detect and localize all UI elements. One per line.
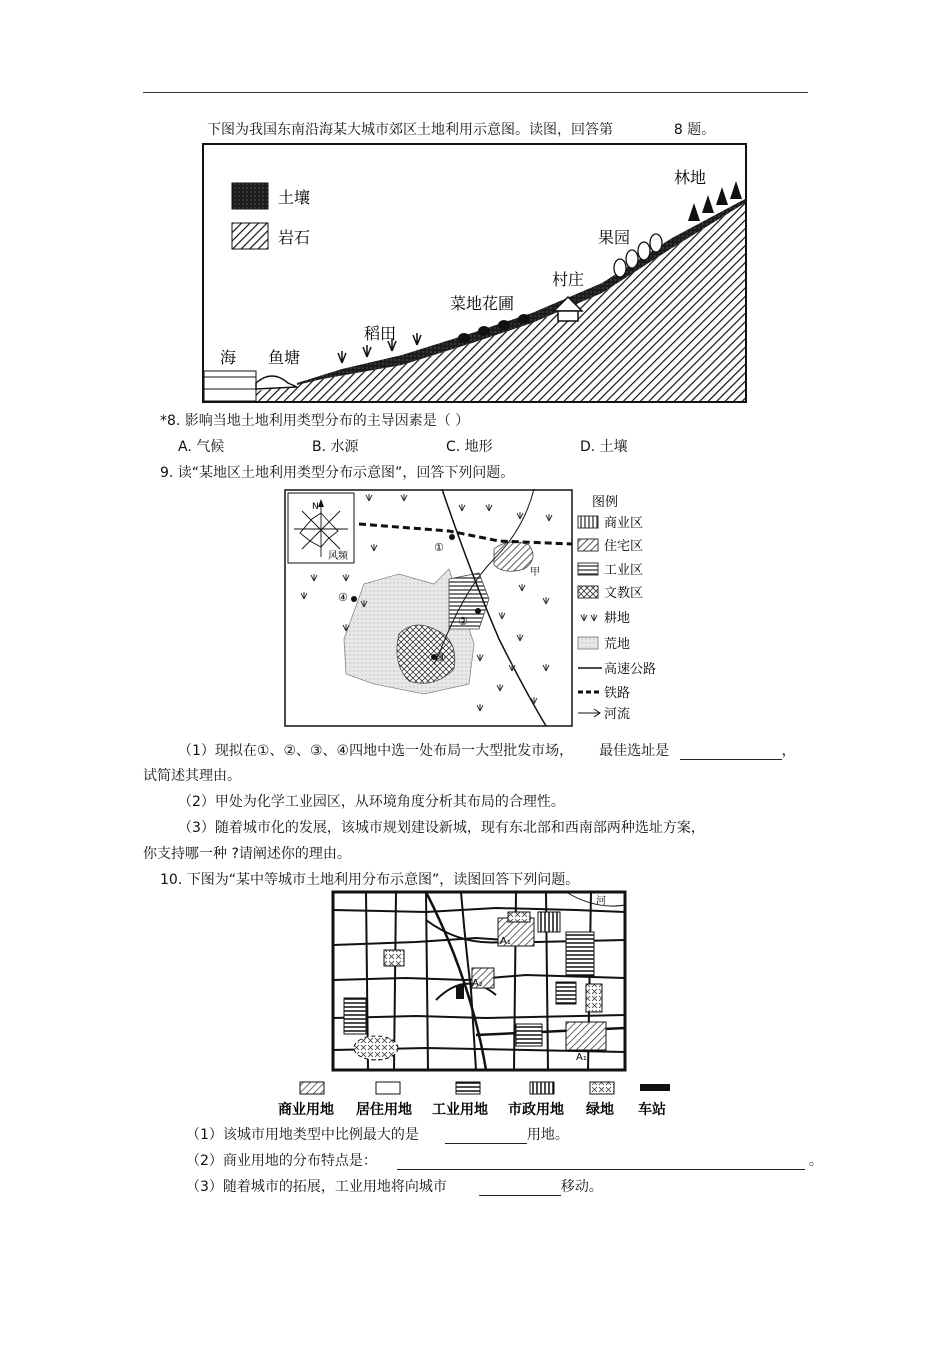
q10-sub3-answer-blank[interactable] (479, 1181, 561, 1196)
q9-sub1-comma: ， (781, 743, 796, 759)
q8-intro-text: 下图为我国东南沿海某大城市郊区土地利用示意图。读图，回答第 (207, 122, 613, 138)
industrial-block-south (516, 1024, 542, 1046)
label-fishpond: 鱼塘 (268, 348, 301, 367)
label-a1-top: A₁ (500, 936, 511, 947)
label-paddy: 稻田 (364, 324, 397, 343)
legend-commercial-swatch (300, 1082, 324, 1094)
legend-wasteland-label: 荒地 (604, 637, 631, 652)
legend-municipal-label: 市政用地 (508, 1102, 564, 1118)
legend-industrial-swatch (456, 1082, 480, 1094)
label-sea: 海 (220, 348, 237, 367)
q9-sub1-prompt: 最佳选址是 (599, 743, 670, 759)
q9-sub1-answer-blank[interactable] (680, 745, 782, 760)
legend-highway-label: 高速公路 (604, 662, 657, 677)
q9-sub1 (178, 742, 796, 760)
site-1-dot (449, 534, 455, 540)
q9-sub3-line2: 你支持哪一种 ?请阐述你的理由。 (143, 846, 351, 862)
green-block-north (508, 912, 530, 922)
commercial-block-a1-south (566, 1022, 606, 1050)
legend-commercial-swatch (578, 516, 598, 528)
q8-option-a: A. 气候 (178, 439, 225, 455)
site-2-dot (475, 608, 481, 614)
q9-sub2: （2）甲处为化学工业园区，从环境角度分析其布局的合理性。 (178, 794, 565, 810)
legend-industrial-label: 工业用地 (432, 1102, 488, 1118)
legend-farmland-icon (581, 614, 597, 621)
legend-rock-swatch (232, 223, 268, 249)
label-a2: A₂ (472, 978, 483, 989)
q9-stem: 9. 读“某地区土地利用类型分布示意图”，回答下列问题。 (160, 465, 515, 481)
legend-wasteland-swatch (578, 637, 598, 649)
station-marker (456, 985, 464, 999)
q9-sub3: （3）随着城市化的发展，该城市规划建设新城，现有东北部和西南部两种选址方案， (178, 820, 705, 836)
figure-land-use-map (284, 489, 674, 729)
q8-option-c: C. 地形 (446, 439, 493, 455)
q10-stem: 10. 下图为“某中等城市土地利用分布示意图”，读图回答下列问题。 (160, 872, 580, 888)
green-block-west (384, 950, 404, 966)
q10-sub3 (186, 1178, 603, 1196)
green-area-southwest (354, 1036, 398, 1060)
q9-sub1-reason: 试简述其理由。 (143, 768, 241, 784)
legend-station-label: 车站 (638, 1102, 666, 1118)
compass-north-label: N (312, 502, 319, 512)
sea (204, 371, 256, 401)
legend-station-swatch (640, 1084, 670, 1091)
legend-residential-swatch (376, 1082, 400, 1094)
legend-residential-label: 住宅区 (604, 539, 644, 554)
site-1-label: ① (434, 541, 444, 554)
q10-sub2-period: 。 (808, 1153, 823, 1169)
q10-sub2 (186, 1152, 823, 1170)
legend-railway-label: 铁路 (604, 686, 631, 701)
label-forest: 林地 (674, 168, 707, 187)
industrial-block-west (344, 998, 366, 1034)
legend-municipal-swatch (530, 1082, 554, 1094)
q10-sub1 (186, 1126, 569, 1144)
label-vegetable-garden: 菜地花圃 (450, 294, 515, 313)
wind-frequency-label: 风频 (328, 551, 348, 562)
legend-industrial-swatch (578, 563, 598, 575)
q10-sub2-answer-blank[interactable] (397, 1155, 805, 1170)
q8-stem: *8. 影响当地土地利用类型分布的主导因素是（ ） (160, 413, 470, 429)
site-jia-label: 甲 (530, 567, 540, 578)
municipal-block (538, 912, 560, 932)
industrial-block-east (566, 932, 594, 976)
q10-sub1-text: （1）该城市用地类型中比例最大的是 (186, 1127, 419, 1143)
legend-river-label: 河流 (604, 707, 631, 722)
residential-area-ne (494, 542, 533, 571)
legend-education-label: 文教区 (604, 586, 644, 601)
q8-option-b: B. 水源 (312, 439, 359, 455)
river-label: 河 (596, 896, 606, 907)
site-4-dot (351, 596, 357, 602)
site-4-label: ④ (338, 591, 348, 604)
green-block-east (586, 984, 602, 1012)
header-rule (143, 92, 808, 93)
q8-intro (207, 121, 715, 139)
legend-farmland-label: 耕地 (604, 611, 631, 626)
legend-soil-label: 土壤 (278, 188, 311, 207)
figure-land-use-cross-section (202, 143, 748, 405)
label-village: 村庄 (552, 270, 585, 289)
site-3-label: ③ (436, 651, 446, 664)
legend-residential-swatch (578, 539, 598, 551)
label-orchard: 果园 (598, 228, 631, 247)
q10-sub3-text: （3）随着城市的拓展，工业用地将向城市 (186, 1179, 447, 1195)
label-a1-bottom: A₁ (576, 1052, 587, 1063)
legend-commercial-label: 商业区 (604, 516, 644, 531)
legend-rock-label: 岩石 (278, 228, 311, 247)
q8-option-d: D. 土壤 (580, 439, 628, 455)
legend-title: 图例 (592, 495, 619, 510)
legend-residential-label: 居住用地 (356, 1102, 412, 1118)
legend-industrial-label: 工业区 (604, 563, 644, 578)
legend-river-icon (578, 709, 600, 717)
legend-soil-swatch (232, 183, 268, 209)
legend-commercial-label: 商业用地 (278, 1102, 334, 1118)
legend-green-swatch (590, 1082, 614, 1094)
q10-sub1-answer-blank[interactable] (445, 1129, 527, 1144)
site-2-label: ② (458, 615, 468, 628)
legend-education-swatch (578, 586, 598, 598)
industrial-block-east-2 (556, 982, 576, 1004)
q10-sub1-suffix: 用地。 (526, 1127, 569, 1143)
legend-green-label: 绿地 (586, 1102, 614, 1118)
q10-sub3-suffix: 移动。 (560, 1179, 603, 1195)
q10-sub2-text: （2）商业用地的分布特点是： (186, 1153, 377, 1169)
q9-sub1-text: （1）现拟在①、②、③、④四地中选一处布局一大型批发市场， (178, 743, 574, 759)
figure-city-land-use-map (276, 890, 676, 1122)
q8-intro-number: 8 题。 (673, 122, 716, 138)
